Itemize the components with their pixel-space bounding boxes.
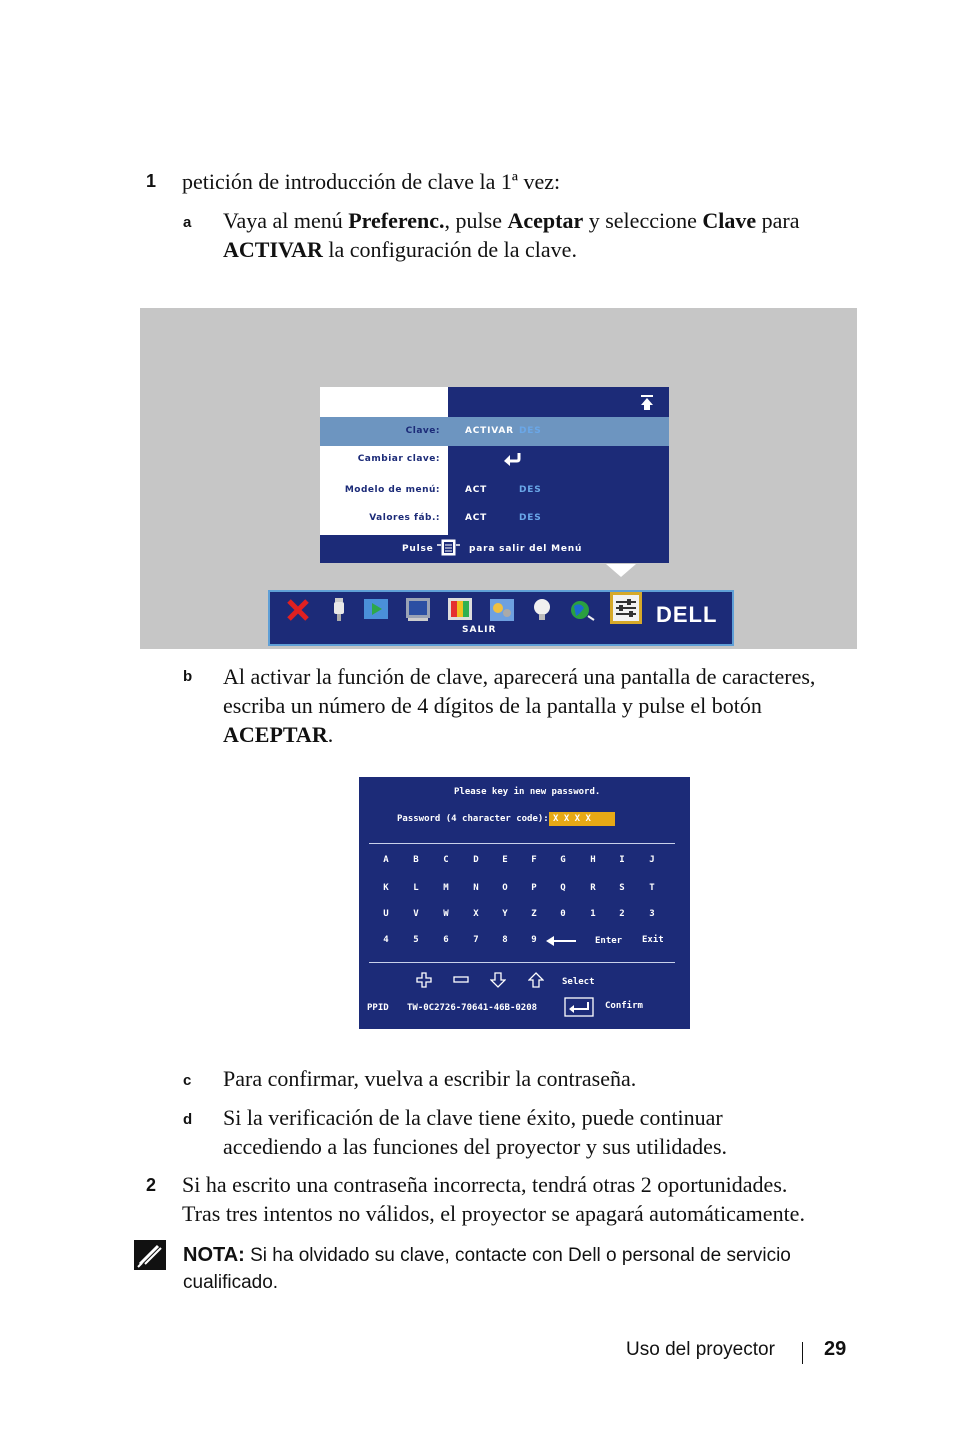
auto-adjust-icon[interactable] — [362, 596, 390, 624]
key-6[interactable]: 6 — [443, 935, 449, 945]
page-number: 29 — [824, 1338, 847, 1360]
key-a[interactable]: A — [383, 855, 389, 865]
confirm-label: Confirm — [605, 1001, 643, 1011]
key-3[interactable]: 3 — [649, 909, 655, 919]
osd-label-cambiar-clave: Cambiar clave: — [357, 454, 440, 464]
up-arrow-icon — [528, 972, 544, 988]
display-icon[interactable] — [446, 596, 474, 624]
osd-value-modelo-off[interactable]: DES — [519, 485, 542, 495]
osd-value-valores-on[interactable]: ACT — [465, 513, 488, 523]
menu-pointer — [606, 564, 636, 578]
key-5[interactable]: 5 — [413, 935, 419, 945]
language-icon[interactable] — [568, 596, 596, 624]
note-text: NOTA: Si ha olvidado su clave, contacte con Dell o personal de servicio cualificado. — [183, 1244, 791, 1293]
dell-logo: DELL — [656, 602, 718, 627]
key-n[interactable]: N — [473, 883, 479, 893]
key-l[interactable]: L — [413, 883, 419, 893]
substep-b-text: Al activar la función de clave, aparecerá una pantalla de caracteres, escriba un número de 4 dígitos de la pantalla y pulse el botón ACEPTAR. — [223, 664, 816, 747]
key-9[interactable]: 9 — [531, 935, 537, 945]
preferences-submenu — [320, 387, 669, 563]
key-m[interactable]: M — [443, 883, 449, 893]
backspace-arrow-icon[interactable] — [546, 935, 576, 947]
footer-divider — [802, 1342, 803, 1364]
substep-letter-a: a — [183, 214, 192, 231]
scroll-up-icon — [640, 395, 654, 411]
key-b[interactable]: B — [413, 855, 419, 865]
osd-value-clave-on[interactable]: ACTIVAR — [465, 426, 514, 436]
osd-label-clave: Clave: — [405, 426, 440, 436]
step-number-2: 2 — [146, 1175, 157, 1195]
key-f[interactable]: F — [531, 855, 537, 865]
enter-key[interactable]: Enter — [595, 936, 623, 946]
main-menu-bar — [268, 590, 734, 646]
key-r[interactable]: R — [590, 883, 596, 893]
key-7[interactable]: 7 — [473, 935, 479, 945]
key-p[interactable]: P — [531, 883, 537, 893]
osd-label-modelo-menu: Modelo de menú: — [344, 485, 440, 495]
confirm-enter-icon — [564, 997, 594, 1017]
key-z[interactable]: Z — [531, 909, 537, 919]
step-number-1: 1 — [146, 171, 157, 191]
substep-c-text: Para confirmar, vuelva a escribir la contraseña. — [223, 1066, 637, 1091]
input-source-icon[interactable] — [325, 596, 353, 624]
osd-menu-footer — [320, 535, 669, 563]
key-g[interactable]: G — [560, 855, 566, 865]
footer-section-title: Uso del proyector — [626, 1339, 775, 1360]
key-t[interactable]: T — [649, 883, 655, 893]
key-i[interactable]: I — [619, 855, 625, 865]
key-k[interactable]: K — [383, 883, 389, 893]
divider-bottom — [369, 962, 675, 963]
ppid-value: TW-0C2726-70641-46B-0208 — [407, 1003, 538, 1013]
key-w[interactable]: W — [443, 909, 449, 919]
footer-exit-text: para salir del Menú — [469, 544, 583, 554]
set-up-icon[interactable] — [488, 596, 516, 624]
substep-letter-b: b — [183, 668, 193, 685]
key-h[interactable]: H — [590, 855, 596, 865]
ppid-label: PPID — [367, 1003, 389, 1013]
substep-a-text: Vaya al menú Preferenc., pulse Aceptar y seleccione Clave para ACTIVAR la configuración de la clave. — [223, 208, 800, 262]
key-c[interactable]: C — [443, 855, 449, 865]
password-title: Please key in new password. — [454, 787, 601, 797]
key-v[interactable]: V — [413, 909, 419, 919]
key-j[interactable]: J — [649, 855, 655, 865]
password-entry-screenshot — [359, 777, 690, 1029]
substep-d-text: Si la verificación de la clave tiene éxito, puede continuar accediendo a las funciones del proyector y sus utilidades. — [223, 1105, 728, 1159]
footer-pulse: Pulse — [402, 544, 434, 554]
substep-letter-d: d — [183, 1111, 193, 1128]
lamp-icon[interactable] — [528, 596, 556, 624]
preferences-icon[interactable] — [610, 592, 642, 624]
password-prompt: Password (4 character code): — [397, 814, 549, 824]
enter-arrow-icon[interactable] — [503, 451, 521, 466]
note-pencil-icon — [134, 1240, 166, 1270]
key-q[interactable]: Q — [560, 883, 566, 893]
minus-icon — [453, 976, 469, 984]
osd-label-valores-fab: Valores fáb.: — [369, 513, 440, 523]
step-2-text: Si ha escrito una contraseña incorrecta, tendrá otras 2 oportunidades. Tras tres intentos no válidos, el proyector se apagará automáticamente. — [182, 1172, 805, 1226]
key-x[interactable]: X — [473, 909, 479, 919]
plus-icon — [416, 972, 432, 988]
key-s[interactable]: S — [619, 883, 625, 893]
picture-icon[interactable] — [404, 596, 432, 624]
key-e[interactable]: E — [502, 855, 508, 865]
key-o[interactable]: O — [502, 883, 508, 893]
menu-button-icon — [437, 539, 461, 557]
menu-bar-label: SALIR — [462, 625, 497, 635]
osd-value-modelo-on[interactable]: ACT — [465, 485, 488, 495]
substep-letter-c: c — [183, 1072, 192, 1089]
key-4[interactable]: 4 — [383, 935, 389, 945]
key-d[interactable]: D — [473, 855, 479, 865]
exit-key[interactable]: Exit — [642, 935, 664, 945]
osd-value-clave-off[interactable]: DES — [519, 426, 542, 436]
step-1-text: petición de introducción de clave la 1ª vez: — [182, 169, 561, 194]
password-code-field[interactable]: X X X X — [549, 812, 615, 826]
key-8[interactable]: 8 — [502, 935, 508, 945]
divider-top — [369, 843, 675, 844]
key-1[interactable]: 1 — [590, 909, 596, 919]
key-u[interactable]: U — [383, 909, 389, 919]
key-y[interactable]: Y — [502, 909, 508, 919]
key-0[interactable]: 0 — [560, 909, 566, 919]
osd-menu-screenshot — [140, 308, 857, 649]
osd-value-valores-off[interactable]: DES — [519, 513, 542, 523]
key-2[interactable]: 2 — [619, 909, 625, 919]
select-label: Select — [562, 977, 595, 987]
down-arrow-icon — [490, 972, 506, 988]
exit-icon[interactable] — [284, 596, 312, 624]
